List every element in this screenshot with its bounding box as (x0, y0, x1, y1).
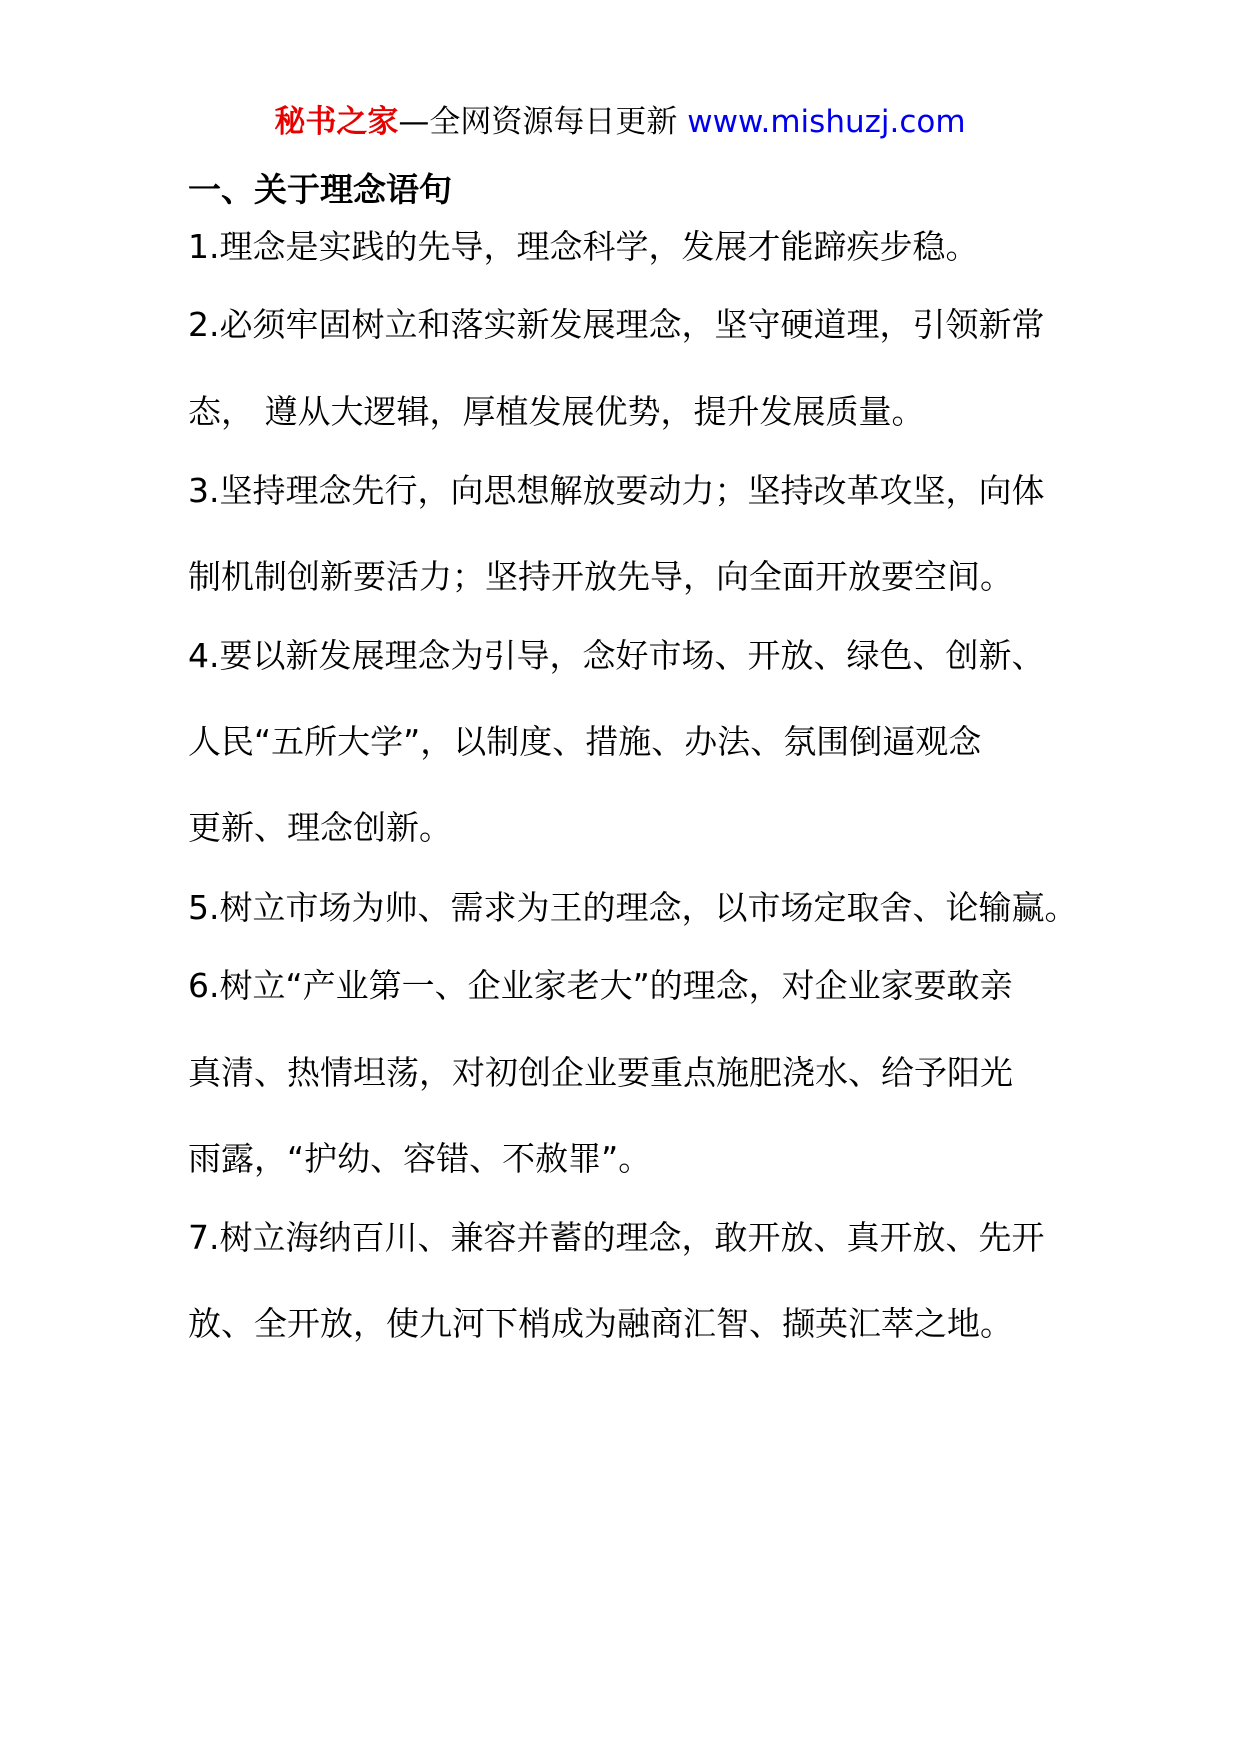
paragraph-line: 7.树立海纳百川、兼容并蓄的理念，敢开放、真开放、先开 (188, 1218, 1045, 1257)
paragraph-line: 真清、热情坦荡，对初创企业要重点施肥浇水、给予阳光 (188, 1053, 1013, 1092)
paragraph-line: 4.要以新发展理念为引导，念好市场、开放、绿色、创新、 (188, 636, 1045, 675)
paragraph-line: 更新、理念创新。 (188, 808, 452, 847)
paragraph-line: 2.必须牢固树立和落实新发展理念，坚守硬道理，引领新常 (188, 305, 1045, 344)
paragraph-line: 制机制创新要活力；坚持开放先导，向全面开放要空间。 (188, 557, 1013, 596)
section-title: 一、关于理念语句 (188, 170, 452, 209)
site-header (0, 100, 1240, 144)
website-link[interactable]: www.mishuzj.com (687, 104, 966, 140)
paragraph-line: 态， 遵从大逻辑，厚植发展优势，提升发展质量。 (188, 392, 925, 431)
paragraph-line: 雨露，“护幼、容错、不赦罪”。 (188, 1139, 652, 1178)
paragraph-line: 3.坚持理念先行，向思想解放要动力；坚持改革攻坚，向体 (188, 471, 1045, 510)
header-tagline: —全网资源每日更新 (398, 104, 688, 140)
paragraph-line: 5.树立市场为帅、需求为王的理念，以市场定取舍、论输赢。 (188, 888, 1078, 927)
paragraph-line: 放、全开放，使九河下梢成为融商汇智、撷英汇萃之地。 (188, 1304, 1013, 1343)
paragraph-line: 人民“五所大学”，以制度、措施、办法、氛围倒逼观念 (188, 722, 982, 761)
paragraph-line: 6.树立“产业第一、企业家老大”的理念，对企业家要敢亲 (188, 966, 1013, 1005)
brand-name: 秘书之家 (274, 104, 399, 140)
paragraph-line: 1.理念是实践的先导，理念科学，发展才能蹄疾步稳。 (188, 227, 979, 266)
